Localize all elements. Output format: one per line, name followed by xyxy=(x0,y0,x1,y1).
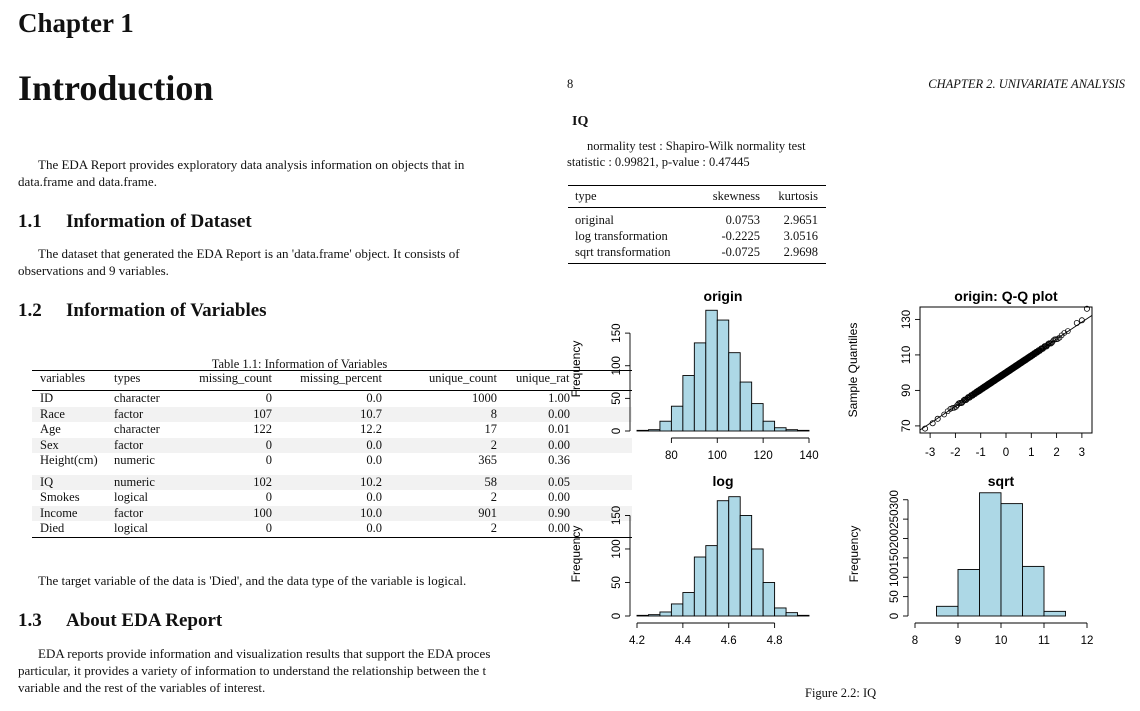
histogram-bar xyxy=(729,353,740,431)
histogram-bar xyxy=(694,343,705,431)
section-title: About EDA Report xyxy=(66,610,223,631)
table-cell: 0.05 xyxy=(548,474,570,489)
histogram-bar xyxy=(729,497,740,616)
histogram-bar xyxy=(740,515,751,616)
table-cell: 0.0753 xyxy=(725,213,760,227)
table-cell: 10.2 xyxy=(360,474,382,489)
histogram-bar xyxy=(637,615,648,616)
column-header: variables xyxy=(32,371,114,391)
table-cell: 901 xyxy=(478,505,497,520)
y-tick-label: 150 xyxy=(611,505,623,526)
table-cell: 1000 xyxy=(472,391,497,405)
histogram-bar xyxy=(706,310,717,431)
column-header: types xyxy=(114,371,182,391)
histogram-bar xyxy=(671,604,682,616)
histogram-bar xyxy=(683,376,694,431)
histogram-bar xyxy=(763,582,774,616)
table-cell: Height(cm) xyxy=(40,453,98,467)
table-row xyxy=(32,407,632,423)
table-caption: Table 1.1: Information of Variables xyxy=(211,357,388,371)
part-title: Introduction xyxy=(18,68,214,108)
x-tick-label: 3 xyxy=(1078,447,1086,459)
table-cell: 0 xyxy=(265,521,272,535)
column-header: skewness xyxy=(696,186,760,208)
y-tick-label: 250 xyxy=(889,509,901,529)
y-axis-title: Frequency xyxy=(569,525,583,583)
column-header: missing_percent xyxy=(272,371,382,391)
chart-title: log xyxy=(712,473,734,489)
histogram-bar xyxy=(1044,611,1066,616)
chart-title: sqrt xyxy=(987,473,1015,489)
histogram-bar xyxy=(660,612,671,616)
qq-reference-line xyxy=(920,315,1092,430)
table-cell: 0.0 xyxy=(366,391,382,405)
qq-points xyxy=(922,306,1089,431)
table-cell: 107 xyxy=(253,406,272,421)
table-cell: -0.0725 xyxy=(721,245,760,259)
table-cell: 0.00 xyxy=(548,490,570,504)
table-cell: 0.00 xyxy=(548,406,570,421)
chart-title: origin: Q-Q plot xyxy=(954,288,1058,304)
table-cell: 17 xyxy=(484,422,497,436)
table-cell: 2.9651 xyxy=(783,213,818,227)
histogram-bar xyxy=(671,406,682,431)
x-tick-label: 4.8 xyxy=(766,635,783,647)
section-number: 1.2 xyxy=(18,300,42,321)
about-line: particular, it provides a variety of information to understand the relationship between the t xyxy=(18,663,487,678)
x-tick-label: 4.4 xyxy=(674,635,691,647)
table-cell: 0 xyxy=(265,391,272,405)
y-tick-label: 70 xyxy=(901,419,913,433)
x-tick-label: 1 xyxy=(1028,447,1035,459)
column-header: unique_count xyxy=(382,371,497,391)
normality-test-line: normality test : Shapiro-Wilk normality test xyxy=(587,139,806,153)
table-row xyxy=(568,244,826,263)
y-tick-label: 50 xyxy=(611,576,623,589)
table-cell: logical xyxy=(114,521,149,535)
table-cell: factor xyxy=(114,406,144,421)
table-cell: 0 xyxy=(265,437,272,452)
y-tick-label: 200 xyxy=(889,528,901,549)
table-cell: logical xyxy=(114,490,149,504)
x-tick-label: 9 xyxy=(954,635,962,647)
table-cell: 100 xyxy=(253,505,272,520)
intro-line: data.frame and data.frame. xyxy=(18,174,157,189)
histogram-bar xyxy=(798,430,809,431)
column-header: kurtosis xyxy=(760,186,826,208)
table-row xyxy=(32,453,632,472)
table-cell: sqrt transformation xyxy=(575,245,671,259)
qq-point xyxy=(1074,320,1079,325)
table-cell: 102 xyxy=(253,474,272,489)
histogram-bar xyxy=(648,615,659,616)
histogram-bar xyxy=(752,549,763,616)
table-cell: Income xyxy=(40,505,78,520)
y-tick-label: 0 xyxy=(611,427,623,435)
y-tick-label: 50 xyxy=(889,590,901,604)
table-cell: 12.2 xyxy=(360,422,382,436)
table-row xyxy=(568,228,826,244)
x-tick-label: 80 xyxy=(665,450,678,462)
table-cell: log transformation xyxy=(575,229,668,243)
x-tick-label: 140 xyxy=(799,450,819,462)
table-cell: 2 xyxy=(490,437,497,452)
section-label: IQ xyxy=(572,114,589,129)
table-cell: 0.36 xyxy=(548,453,570,467)
histogram-bar xyxy=(786,430,797,431)
about-line: variable and the rest of the variables of interest. xyxy=(18,680,266,695)
variables-table xyxy=(32,371,632,537)
table-cell: 1.00 xyxy=(548,391,570,405)
histogram-bar xyxy=(660,421,671,431)
y-tick-label: 50 xyxy=(611,391,623,405)
table-cell: IQ xyxy=(40,474,54,489)
section-number: 1.1 xyxy=(18,211,42,232)
table-cell: 0 xyxy=(265,490,272,504)
histogram-origin xyxy=(562,285,832,470)
qq-plot-origin xyxy=(840,285,1138,470)
histogram-bar xyxy=(775,428,786,431)
table-cell: 0.90 xyxy=(548,505,570,520)
x-tick-label: 2 xyxy=(1053,447,1060,459)
table-cell: 58 xyxy=(484,474,497,489)
table-cell: 10.0 xyxy=(360,505,382,520)
table-cell: 8 xyxy=(490,406,497,421)
table-cell: Sex xyxy=(40,437,59,452)
section-number: 1.3 xyxy=(18,610,42,631)
table-cell: character xyxy=(114,422,160,436)
table-cell: 3.0516 xyxy=(783,229,818,243)
section-heading xyxy=(18,211,252,233)
table-cell: numeric xyxy=(114,474,155,489)
y-axis-title: Frequency xyxy=(847,525,861,583)
histogram-bar xyxy=(775,608,786,616)
intro-line: The EDA Report provides exploratory data analysis information on objects that in xyxy=(38,157,465,172)
table-cell: 0.00 xyxy=(548,521,570,535)
column-header: type xyxy=(568,186,696,208)
table-cell: 2 xyxy=(490,490,497,504)
table-row xyxy=(32,472,632,491)
table-cell: 0.0 xyxy=(366,453,382,467)
y-tick-label: 90 xyxy=(901,384,913,397)
x-tick-label: 11 xyxy=(1038,635,1050,647)
table-cell: Age xyxy=(40,422,61,436)
y-tick-label: 100 xyxy=(611,356,623,376)
x-tick-label: 4.2 xyxy=(629,635,645,647)
y-tick-label: 150 xyxy=(889,548,901,568)
page-number: 8 xyxy=(567,77,574,91)
table-row xyxy=(32,422,632,438)
table-header-row xyxy=(32,371,632,391)
table-cell: 0.0 xyxy=(366,437,382,452)
histogram-bar xyxy=(980,493,1002,616)
y-tick-label: 130 xyxy=(901,309,913,330)
column-header: missing_count xyxy=(182,371,272,391)
table-cell: ID xyxy=(40,391,54,405)
table-cell: 0.01 xyxy=(548,422,570,436)
target-paragraph: The target variable of the data is 'Died', and the data type of the variable is logical. xyxy=(38,573,467,588)
histogram-bar xyxy=(763,421,774,431)
histogram-bar xyxy=(937,606,959,616)
histogram-bar xyxy=(786,613,797,616)
about-line: EDA reports provide information and visualization results that support the EDA proces xyxy=(38,646,491,661)
table-cell: factor xyxy=(114,437,144,452)
x-tick-label: 0 xyxy=(1002,447,1010,459)
x-tick-label: 100 xyxy=(707,450,727,462)
histogram-bar xyxy=(1023,566,1045,616)
x-tick-label: -3 xyxy=(925,447,936,459)
table-cell: 0.00 xyxy=(548,437,570,452)
column-header: unique_rat xyxy=(497,371,632,391)
stats-table-wrapper xyxy=(568,185,826,264)
table-row xyxy=(568,208,826,229)
table-cell: Smokes xyxy=(40,490,80,504)
y-tick-label: 100 xyxy=(611,539,623,559)
chapter-title: Chapter 1 xyxy=(18,8,134,38)
chart-title: origin xyxy=(703,288,743,304)
y-tick-label: 0 xyxy=(889,612,901,620)
section-title: Information of Variables xyxy=(66,300,267,321)
table-header-row xyxy=(568,186,826,208)
x-tick-label: 10 xyxy=(994,635,1008,647)
stats-table xyxy=(568,186,826,263)
histogram-log xyxy=(562,470,832,655)
table-cell: numeric xyxy=(114,453,155,467)
histogram-bar xyxy=(648,430,659,431)
table-row xyxy=(32,521,632,537)
table-cell: 0.0 xyxy=(366,521,382,535)
y-tick-label: 100 xyxy=(889,567,901,587)
y-axis-title: Frequency xyxy=(569,340,583,398)
y-axis-title: Sample Quantiles xyxy=(846,322,860,418)
section-heading xyxy=(18,610,222,632)
dataset-line: The dataset that generated the EDA Report is an 'data.frame' object. It consists of xyxy=(38,246,460,261)
histogram-bar xyxy=(637,430,648,431)
histogram-bar xyxy=(717,320,728,431)
table-cell: 0.0 xyxy=(366,490,382,504)
y-tick-label: 150 xyxy=(611,323,623,343)
section-heading xyxy=(18,300,267,322)
x-tick-label: 120 xyxy=(753,450,773,462)
histogram-bar xyxy=(683,593,694,616)
histogram-bar xyxy=(752,404,763,431)
histogram-bar xyxy=(958,570,980,617)
x-tick-label: -1 xyxy=(975,447,986,459)
histogram-bar xyxy=(798,615,809,616)
table-cell: 2.9698 xyxy=(783,245,818,259)
dataset-line: observations and 9 variables. xyxy=(18,263,169,278)
histogram-bar xyxy=(706,546,717,616)
table-cell: Died xyxy=(40,521,65,535)
table-cell: original xyxy=(575,213,614,227)
variables-table-wrapper xyxy=(32,370,632,538)
table-row xyxy=(32,490,632,506)
running-header: CHAPTER 2. UNIVARIATE ANALYSIS xyxy=(928,77,1125,91)
table-cell: 365 xyxy=(478,453,497,467)
table-row xyxy=(32,506,632,522)
y-tick-label: 0 xyxy=(611,612,623,620)
table-cell: 0 xyxy=(265,453,272,467)
histogram-bar xyxy=(694,557,705,616)
y-tick-label: 300 xyxy=(889,490,901,510)
section-title: Information of Dataset xyxy=(66,211,252,232)
x-tick-label: 12 xyxy=(1080,635,1094,647)
histogram-bar xyxy=(740,382,751,431)
normality-stats-line: statistic : 0.99821, p-value : 0.47445 xyxy=(567,155,750,169)
figure-caption: Figure 2.2: IQ xyxy=(805,686,877,700)
x-tick-label: 4.6 xyxy=(720,635,737,647)
histogram-sqrt xyxy=(840,470,1110,655)
table-cell: character xyxy=(114,391,160,405)
histogram-bar xyxy=(1001,504,1023,616)
y-tick-label: 110 xyxy=(901,345,913,365)
table-cell: factor xyxy=(114,505,144,520)
x-tick-label: 8 xyxy=(911,635,919,647)
table-cell: 10.7 xyxy=(360,406,382,421)
table-cell: 2 xyxy=(490,521,497,535)
table-row xyxy=(32,391,632,407)
x-tick-label: -2 xyxy=(950,447,961,459)
table-cell: 122 xyxy=(253,422,272,436)
table-cell: Race xyxy=(40,406,65,421)
histogram-bar xyxy=(717,501,728,616)
table-cell: -0.2225 xyxy=(721,229,760,243)
table-row xyxy=(32,438,632,454)
